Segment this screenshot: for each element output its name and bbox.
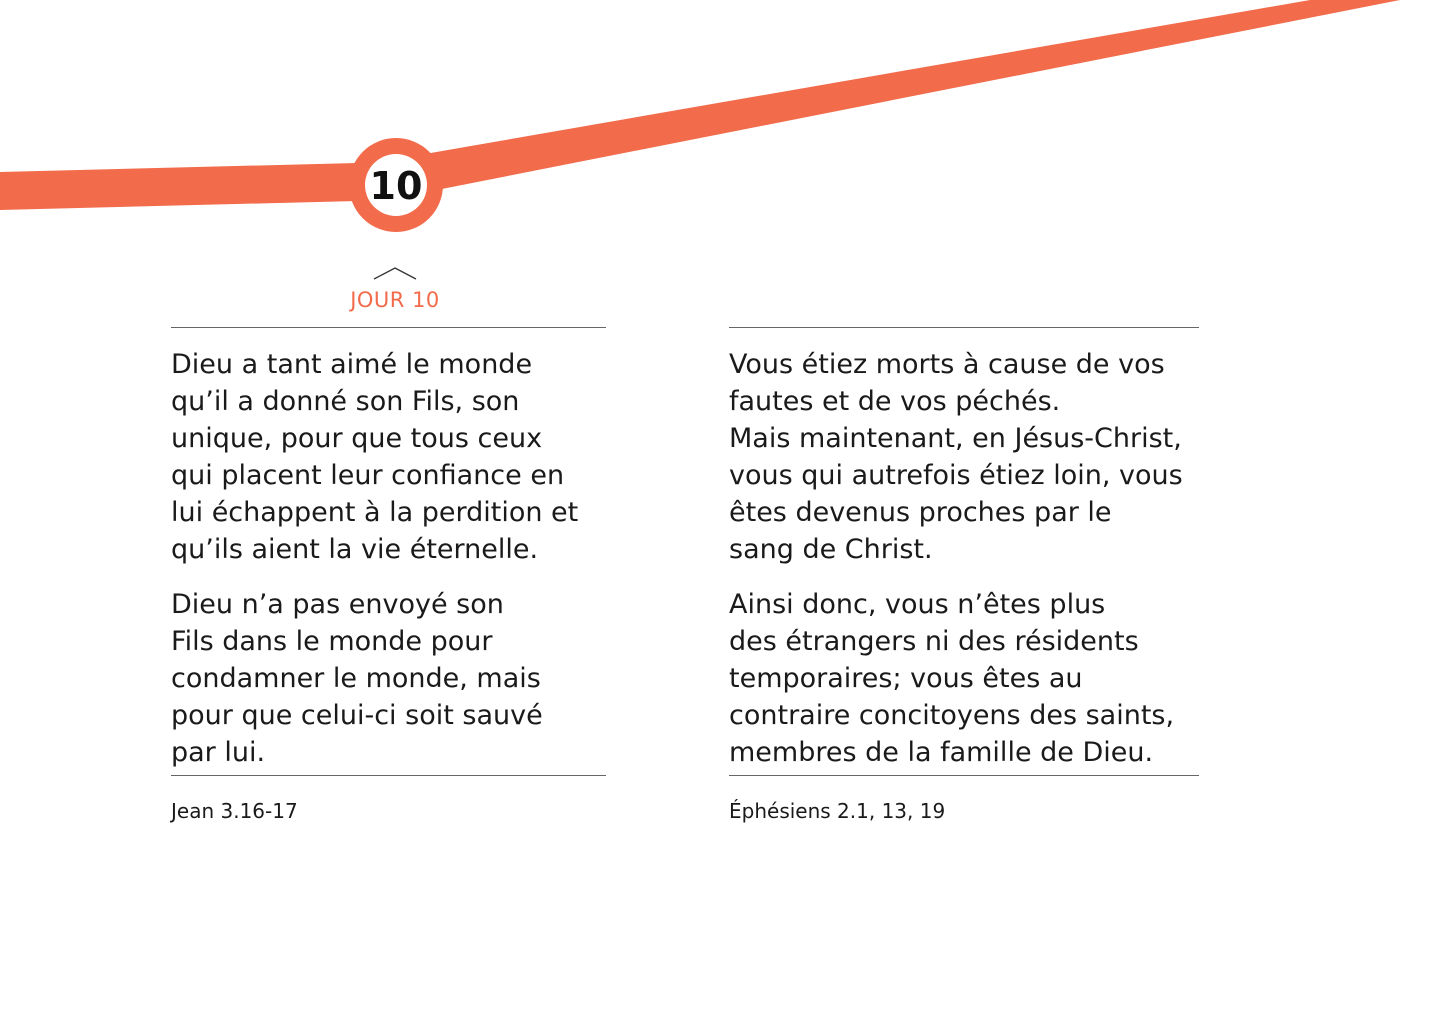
passage-text (729, 328, 1199, 775)
route-line-graphic (0, 0, 1445, 260)
passage-paragraph-2: Ainsi donc, vous n’êtes plus des étrangers ni des résidents temporaires; vous êtes au contraire concitoyens des saints, membres de la famille de Dieu. (729, 589, 1175, 768)
passage-reference: Jean 3.16-17 (171, 799, 298, 823)
passage-paragraph-1: Vous étiez morts à cause de vos fautes et de vos péchés. Mais maintenant, en Jésus-Christ, vous qui autrefois étiez loin, vous êtes devenus proches par le sang de Christ. (729, 349, 1183, 565)
route-line-left (0, 162, 396, 210)
passage-column-left (171, 327, 606, 823)
passage-paragraph-2: Dieu n’a pas envoyé son Fils dans le monde pour condamner le monde, mais pour que celui-ci soit sauvé par lui. (171, 589, 543, 768)
day-marker (350, 266, 440, 312)
passage-column-right (729, 327, 1199, 823)
day-badge-number: 10 (369, 164, 423, 208)
caret-up-icon (371, 266, 419, 280)
day-label: JOUR 10 (350, 288, 440, 312)
bottom-divider (729, 775, 1199, 776)
passage-text (171, 328, 606, 775)
passage-paragraph-1: Dieu a tant aimé le monde qu’il a donné son Fils, son unique, pour que tous ceux qui placent leur confiance en lui échappent à la perdition et qu’ils aient la vie éternelle. (171, 349, 579, 565)
route-line-right (396, 0, 1400, 198)
bottom-divider (171, 775, 606, 776)
passage-reference: Éphésiens 2.1, 13, 19 (729, 799, 946, 823)
